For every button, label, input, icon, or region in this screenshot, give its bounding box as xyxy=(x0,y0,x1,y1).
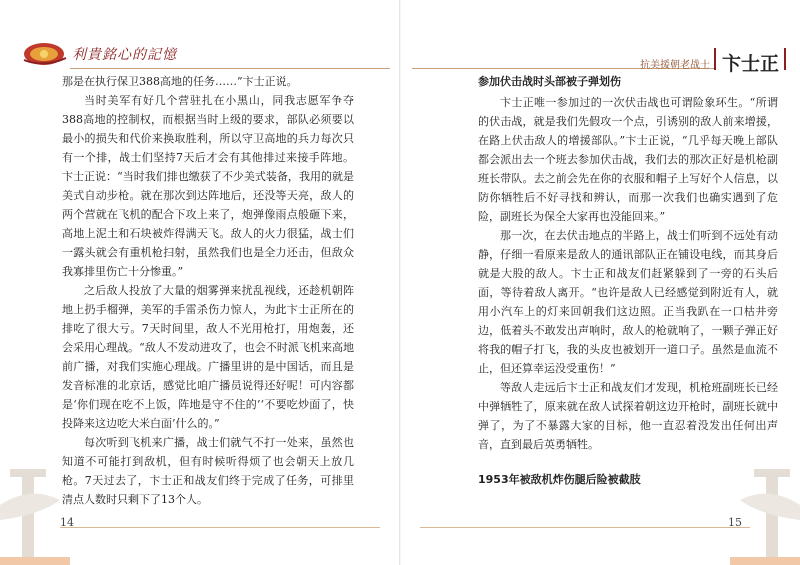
paragraph: 那一次，在去伏击地点的半路上，战士们听到不远处有动静，仔细一看原来是敌人的通讯部队正在铺设电线，而其身后就是大股的敌人。卞士正和战友们赶紧躲到了一旁的石头后面，等待着敌人离开。“也许是敌人已经感觉到附近有人，就用小汽车上的灯来回朝我们这边照。正当我趴在一口枯井旁边，低着头不敢发出声响时，敌人的枪就响了，一颗子弹正好将我的帽子打飞，我的头皮也被划开一道口子。虽然是血流不止，但还算幸运没受重伤！” xyxy=(478,229,778,375)
header-title: 卞士正 xyxy=(722,53,780,75)
header-script-title: 利貴銘心的記憶 xyxy=(72,47,177,63)
paragraph: 之后敌人投放了大量的烟雾弹来扰乱视线，还趁机朝阵地上扔手榴弹，美军的手雷杀伤力惊人，为此卞士正所在的排吃了很大亏。7天时间里，敌人不光用枪打，用炮轰，还会采用心理战。“敌人不发动进攻了，也会不时派飞机来高地前广播，对我们实施心理战。广播里讲的是中国话，而且是发音标准的北京话，感觉比咱广播员说得还好呢！可内容都是‘你们现在吃不上饭，阵地是守不住的’‘不要吃炒面了，快投降来这边吃大米白面’什么的。” xyxy=(62,284,354,430)
paragraph: 每次听到飞机来广播，战士们就气不打一处来，虽然也知道不可能打到敌机，但有时候听得烦了也会朝天上放几枪。7天过去了，卞士正和战友们终于完成了任务，可排里清点人数时只剩下了13个人。 xyxy=(62,436,354,506)
huabiao-pillar-icon xyxy=(730,445,800,565)
paragraph: 等敌人走远后卞士正和战友们才发现，机枪班副班长已经中弹牺牲了，原来就在敌人试探着朝这边开枪时，副班长就中弹了，为了不暴露大家的目标，他一直忍着没发出任何出声音，直到最后英勇牺牲。 xyxy=(478,381,778,451)
party-emblem-icon xyxy=(22,38,70,66)
header-subtitle: 抗美援朝老战士 xyxy=(640,60,710,71)
huabiao-pillar-icon xyxy=(0,445,70,565)
footer-rule xyxy=(420,527,750,528)
page-number: 14 xyxy=(60,516,74,529)
section-heading: 参加伏击战时头部被子弹划伤 xyxy=(478,75,621,88)
section-heading: 1953年被敌机炸伤腿后险被截肢 xyxy=(478,473,641,486)
paragraph: 当时美军有好几个营驻扎在小黑山，同我志愿军争夺388高地的控制权，而根据当时上级的要求，部队必须要以最小的损失和代价来换取胜利，所以守卫高地的兵力每次只有一个排，战士们坚持7天后才会有其他排过来接手阵地。卞士正说：“当时我们排也缴获了不少美式装备，我用的就是美式自动步枪。就在那次到达阵地后，还没等天亮，敌人的两个营就在飞机的配合下攻上来了，炮弹像雨点般砸下来，高地上泥土和石块被炸得满天飞。敌人的火力很猛，战士们一露头就会有重机枪扫射，虽然我们也是全力还击，但敌众我寡排里伤亡十分惨重。” xyxy=(62,94,354,278)
page-number: 15 xyxy=(728,516,742,529)
footer-rule xyxy=(60,527,380,528)
paragraph: 那是在执行保卫388高地的任务……”卞士正说。 xyxy=(62,75,298,88)
left-body-text xyxy=(62,72,354,509)
right-page xyxy=(400,0,800,565)
right-body-text xyxy=(478,72,778,491)
header-rule xyxy=(70,68,390,69)
paragraph: 卞士正唯一参加过的一次伏击战也可谓险象环生。“所谓的伏击战，就是我们先假攻一个点，引诱别的敌人前来增援，在路上伏击敌人的增援部队。”卞士正说，“几乎每天晚上部队都会派出去一个班去参加伏击战，我们去的那次正好是机枪副班长带队。去之前会先在你的衣服和帽子上写好个人信息，以防你牺牲后不好寻找和辨认，而那一次我们也确实遇到了危险，副班长为保全大家再也没能回来。” xyxy=(478,96,778,223)
